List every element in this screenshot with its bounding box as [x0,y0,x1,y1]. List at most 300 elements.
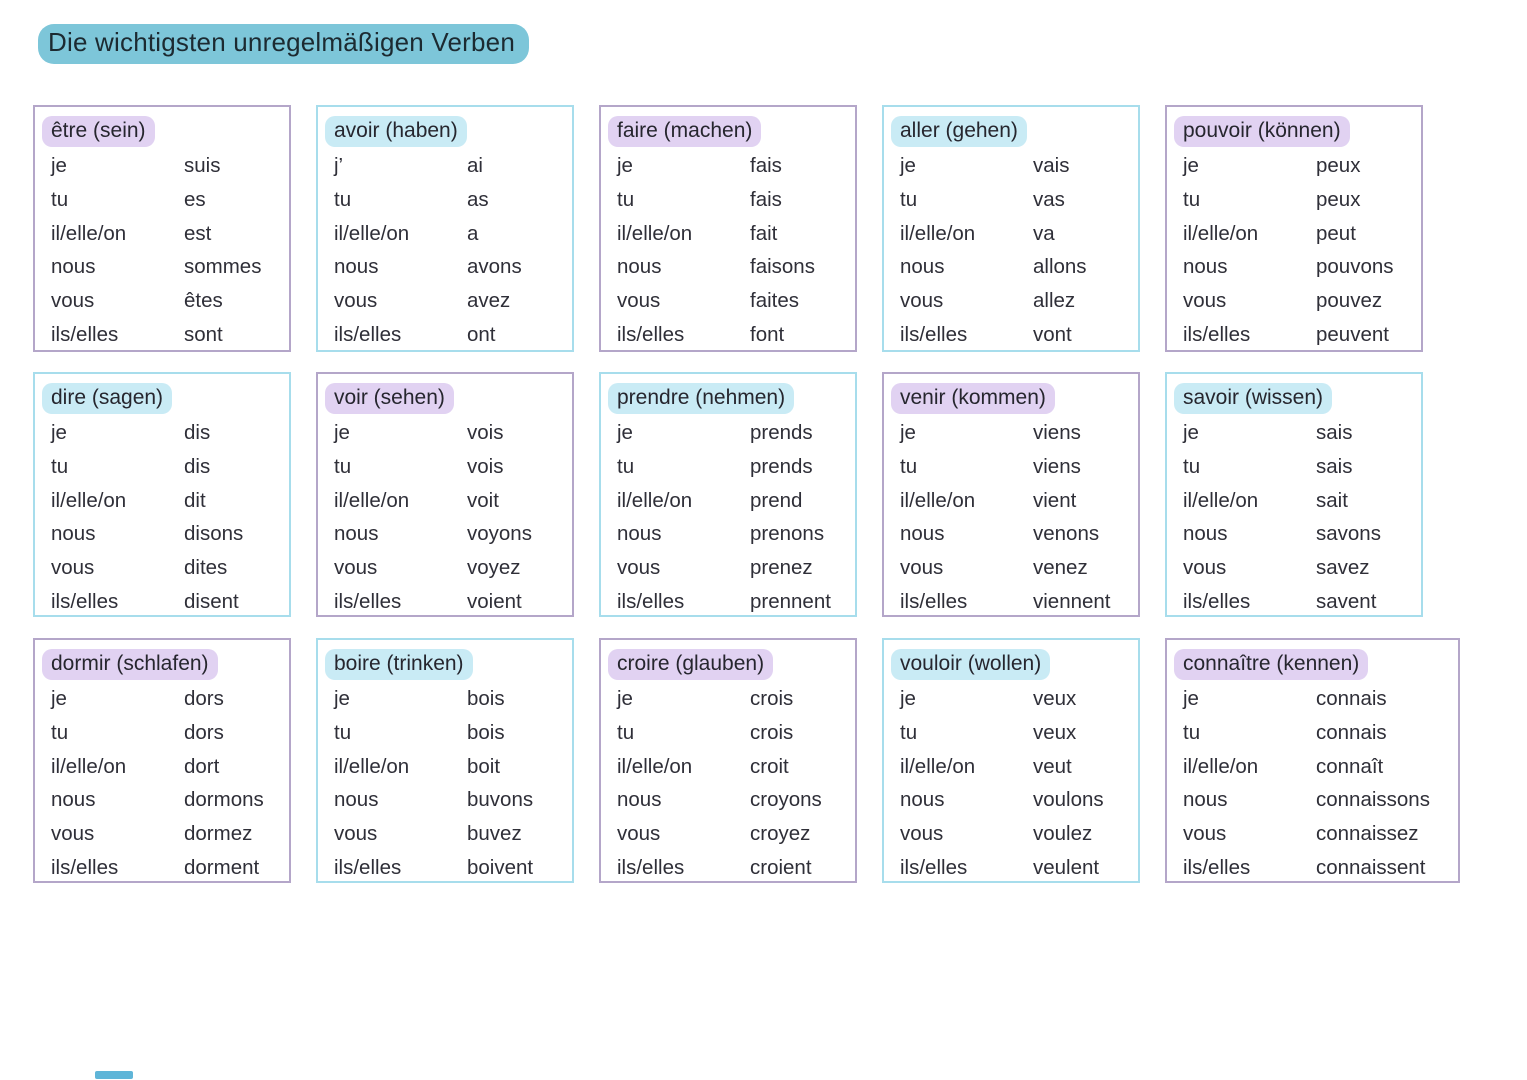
conjugation-form: a [467,221,479,245]
conjugation-row [1183,183,1407,217]
conjugation-row [617,817,841,851]
conjugation-list [900,416,1124,617]
conjugation-list [900,682,1124,883]
conjugation-form: disons [184,522,244,546]
conjugation-row [617,750,841,784]
verb-card [33,105,291,352]
pronoun-label: nous [334,255,379,279]
pronoun-label: tu [51,720,69,744]
pronoun-label: je [900,421,916,444]
conjugation-form: dormez [184,822,253,846]
conjugation-row [334,450,558,484]
conjugation-form: avons [467,255,522,279]
conjugation-form: savez [1316,556,1370,580]
conjugation-form: pouvons [1316,255,1394,279]
conjugation-form: peuvent [1316,322,1389,346]
conjugation-row [900,484,1124,518]
conjugation-form: croyez [750,822,811,846]
pronoun-label: il/elle/on [617,488,693,512]
conjugation-row [51,217,275,251]
pronoun-label: il/elle/on [334,221,410,245]
conjugation-form: ont [467,322,496,346]
conjugation-form: dort [184,754,220,778]
pronoun-label: vous [900,556,944,580]
pronoun-label: nous [617,255,662,279]
conjugation-row [51,716,275,750]
conjugation-form: boit [467,754,501,778]
conjugation-form: veux [1033,720,1077,744]
pronoun-label: je [1183,421,1199,444]
conjugation-row [51,183,275,217]
conjugation-row [617,450,841,484]
verb-card [882,372,1140,617]
conjugation-row [334,682,558,716]
verb-card-title: venir (kommen) [891,383,1055,414]
conjugation-form: allons [1033,255,1087,279]
conjugation-form: savent [1316,589,1377,613]
conjugation-row [1183,517,1407,551]
pronoun-label: je [617,421,633,444]
conjugation-form: prend [750,488,803,512]
conjugation-row [51,484,275,518]
pronoun-label: vous [51,556,95,580]
conjugation-form: dis [184,421,211,444]
pronoun-label: je [1183,154,1199,177]
conjugation-row [900,284,1124,318]
pronoun-label: nous [334,522,379,546]
conjugation-row [1183,551,1407,585]
conjugation-row [900,783,1124,817]
pronoun-label: il/elle/on [900,221,976,245]
pronoun-label: il/elle/on [51,488,127,512]
highlighter-mark [95,1071,133,1079]
verb-card-title: voir (sehen) [325,383,454,414]
conjugation-row [1183,682,1444,716]
verb-card [882,105,1140,352]
conjugation-row [900,682,1124,716]
pronoun-label: nous [900,788,945,812]
conjugation-row [334,517,558,551]
conjugation-row [334,217,558,251]
pronoun-label: ils/elles [1183,855,1251,879]
conjugation-row [617,183,841,217]
conjugation-list [1183,149,1407,352]
pronoun-label: nous [900,522,945,546]
conjugation-form: sommes [184,255,262,279]
pronoun-label: tu [617,454,635,478]
pronoun-label: ils/elles [617,855,685,879]
conjugation-form: bois [467,720,505,744]
pronoun-label: ils/elles [1183,322,1251,346]
conjugation-row [51,450,275,484]
conjugation-form: peux [1316,187,1361,211]
conjugation-row [51,250,275,284]
conjugation-list [617,682,841,883]
conjugation-row [51,851,275,883]
conjugation-row [900,750,1124,784]
pronoun-label: nous [1183,255,1228,279]
conjugation-form: prenons [750,522,825,546]
pronoun-label: ils/elles [334,322,402,346]
pronoun-label: vous [51,289,95,313]
pronoun-label: ils/elles [900,322,968,346]
verb-card-title: pouvoir (können) [1174,116,1350,147]
verb-cards-row-2 [33,372,1423,617]
pronoun-label: je [617,687,633,710]
verb-card-title: dormir (schlafen) [42,649,218,680]
conjugation-form: veux [1033,687,1077,710]
pronoun-label: ils/elles [617,589,685,613]
pronoun-label: vous [1183,556,1227,580]
conjugation-row [334,250,558,284]
pronoun-label: vous [900,822,944,846]
pronoun-label: ils/elles [51,322,119,346]
conjugation-row [51,517,275,551]
conjugation-list [617,149,841,352]
pronoun-label: je [51,154,67,177]
conjugation-form: bois [467,687,505,710]
pronoun-label: vous [1183,289,1227,313]
conjugation-row [900,450,1124,484]
pronoun-label: vous [51,822,95,846]
conjugation-row [900,817,1124,851]
pronoun-label: il/elle/on [900,754,976,778]
verb-card [316,372,574,617]
conjugation-form: viens [1033,454,1081,478]
verb-cards-row-3 [33,638,1460,883]
conjugation-row [334,149,558,183]
pronoun-label: nous [617,788,662,812]
conjugation-form: va [1033,221,1055,245]
verb-card-title: vouloir (wollen) [891,649,1050,680]
conjugation-row [617,783,841,817]
pronoun-label: il/elle/on [334,754,410,778]
pronoun-label: je [51,687,67,710]
conjugation-form: disent [184,589,239,613]
conjugation-form: sont [184,322,223,346]
pronoun-label: tu [900,187,918,211]
verb-card [33,372,291,617]
conjugation-row [334,851,558,883]
pronoun-label: vous [617,556,661,580]
pronoun-label: il/elle/on [334,488,410,512]
pronoun-label: tu [1183,720,1201,744]
conjugation-row [617,318,841,352]
conjugation-form: crois [750,687,794,710]
conjugation-form: vois [467,454,504,478]
conjugation-form: connaissons [1316,788,1430,812]
conjugation-row [51,149,275,183]
conjugation-form: viens [1033,421,1081,444]
conjugation-form: avez [467,289,511,313]
conjugation-form: croyons [750,788,822,812]
conjugation-form: buvez [467,822,522,846]
conjugation-form: viennent [1033,589,1111,613]
conjugation-form: dors [184,687,224,710]
conjugation-row [900,517,1124,551]
conjugation-form: dormons [184,788,264,812]
conjugation-row [617,284,841,318]
conjugation-row [334,716,558,750]
conjugation-row [617,716,841,750]
conjugation-form: crois [750,720,794,744]
verb-cards-row-1 [33,105,1423,352]
verb-card-title: connaître (kennen) [1174,649,1368,680]
verb-card [33,638,291,883]
pronoun-label: il/elle/on [617,754,693,778]
conjugation-row [1183,217,1407,251]
pronoun-label: je [900,154,916,177]
conjugation-row [900,217,1124,251]
conjugation-form: sais [1316,421,1353,444]
pronoun-label: ils/elles [51,589,119,613]
verb-card [316,638,574,883]
conjugation-form: allez [1033,289,1076,313]
pronoun-label: tu [617,720,635,744]
conjugation-form: connais [1316,720,1387,744]
conjugation-form: vois [467,421,504,444]
conjugation-form: prennent [750,589,831,613]
conjugation-form: venons [1033,522,1100,546]
verb-card [882,638,1140,883]
conjugation-form: savons [1316,522,1381,546]
conjugation-row [51,318,275,352]
pronoun-label: il/elle/on [1183,221,1259,245]
conjugation-form: connaît [1316,754,1384,778]
pronoun-label: tu [51,454,69,478]
conjugation-row [1183,284,1407,318]
verb-card [1165,638,1460,883]
verb-card-title: boire (trinken) [325,649,473,680]
conjugation-row [617,517,841,551]
conjugation-list [1183,416,1407,617]
pronoun-label: il/elle/on [617,221,693,245]
pronoun-label: ils/elles [51,855,119,879]
conjugation-list [617,416,841,617]
conjugation-row [51,551,275,585]
conjugation-row [51,682,275,716]
conjugation-row [1183,484,1407,518]
conjugation-row [334,416,558,450]
conjugation-form: voit [467,488,499,512]
pronoun-label: vous [334,822,378,846]
conjugation-row [334,318,558,352]
pronoun-label: ils/elles [900,589,968,613]
pronoun-label: tu [1183,187,1201,211]
conjugation-form: veulent [1033,855,1100,879]
verb-card-title: avoir (haben) [325,116,467,147]
conjugation-list [1183,682,1444,883]
pronoun-label: il/elle/on [51,221,127,245]
conjugation-row [334,585,558,617]
verb-card [316,105,574,352]
conjugation-form: boivent [467,855,534,879]
pronoun-label: vous [900,289,944,313]
conjugation-row [334,284,558,318]
pronoun-label: il/elle/on [51,754,127,778]
conjugation-form: dis [184,454,211,478]
pronoun-label: nous [617,522,662,546]
conjugation-row [900,149,1124,183]
conjugation-row [334,183,558,217]
conjugation-form: font [750,322,785,346]
pronoun-label: il/elle/on [900,488,976,512]
verb-card [1165,105,1423,352]
conjugation-row [900,250,1124,284]
conjugation-form: vient [1033,488,1077,512]
conjugation-row [900,416,1124,450]
conjugation-form: voulez [1033,822,1093,846]
pronoun-label: nous [1183,788,1228,812]
conjugation-row [900,183,1124,217]
conjugation-form: fait [750,221,778,245]
conjugation-row [51,284,275,318]
pronoun-label: ils/elles [1183,589,1251,613]
conjugation-form: prends [750,454,813,478]
pronoun-label: ils/elles [617,322,685,346]
conjugation-row [617,416,841,450]
conjugation-form: suis [184,154,221,177]
conjugation-form: ai [467,154,483,177]
conjugation-row [900,551,1124,585]
pronoun-label: tu [334,454,352,478]
conjugation-row [334,817,558,851]
verb-card [599,105,857,352]
conjugation-form: voient [467,589,522,613]
pronoun-label: je [900,687,916,710]
conjugation-form: prends [750,421,813,444]
pronoun-label: tu [1183,454,1201,478]
conjugation-row [1183,817,1444,851]
conjugation-row [1183,450,1407,484]
pronoun-label: tu [900,720,918,744]
conjugation-form: prenez [750,556,813,580]
verb-card [599,372,857,617]
pronoun-label: vous [334,289,378,313]
conjugation-form: buvons [467,788,534,812]
conjugation-row [334,484,558,518]
verb-card-title: croire (glauben) [608,649,773,680]
pronoun-label: vous [334,556,378,580]
conjugation-row [51,817,275,851]
pronoun-label: tu [617,187,635,211]
conjugation-form: est [184,221,212,245]
conjugation-row [1183,585,1407,617]
conjugation-row [900,585,1124,617]
pronoun-label: je [1183,687,1199,710]
pronoun-label: tu [900,454,918,478]
conjugation-row [900,851,1124,883]
conjugation-form: sais [1316,454,1353,478]
conjugation-row [1183,783,1444,817]
pronoun-label: nous [334,788,379,812]
pronoun-label: j’ [334,154,344,177]
conjugation-form: pouvez [1316,289,1383,313]
conjugation-form: fais [750,187,782,211]
verb-card [599,638,857,883]
conjugation-form: connais [1316,687,1387,710]
conjugation-form: venez [1033,556,1088,580]
verb-card-title: prendre (nehmen) [608,383,794,414]
conjugation-row [334,750,558,784]
conjugation-form: croient [750,855,812,879]
page-title [38,24,529,64]
pronoun-label: il/elle/on [1183,488,1259,512]
pronoun-label: ils/elles [334,589,402,613]
conjugation-row [900,318,1124,352]
pronoun-label: je [51,421,67,444]
pronoun-label: nous [900,255,945,279]
conjugation-form: croit [750,754,789,778]
conjugation-row [1183,416,1407,450]
conjugation-row [617,217,841,251]
pronoun-label: ils/elles [334,855,402,879]
conjugation-row [900,716,1124,750]
conjugation-row [51,585,275,617]
pronoun-label: vous [617,289,661,313]
conjugation-list [334,416,558,617]
conjugation-form: veut [1033,754,1072,778]
pronoun-label: nous [51,788,96,812]
pronoun-label: vous [1183,822,1227,846]
verb-card [1165,372,1423,617]
conjugation-list [51,416,275,617]
verb-card-title: faire (machen) [608,116,761,147]
conjugation-list [51,682,275,883]
conjugation-form: connaissez [1316,822,1419,846]
verb-card-title: être (sein) [42,116,155,147]
pronoun-label: il/elle/on [1183,754,1259,778]
conjugation-form: es [184,187,206,211]
conjugation-row [51,750,275,784]
page-title-highlight: Die wichtigsten unregelmäßigen Verben [38,24,529,64]
conjugation-row [617,851,841,883]
conjugation-form: dites [184,556,228,580]
pronoun-label: ils/elles [900,855,968,879]
pronoun-label: vous [617,822,661,846]
conjugation-row [617,585,841,617]
conjugation-row [617,551,841,585]
conjugation-form: faites [750,289,799,313]
conjugation-form: peux [1316,154,1361,177]
conjugation-row [617,484,841,518]
conjugation-row [334,551,558,585]
conjugation-list [900,149,1124,352]
conjugation-row [1183,716,1444,750]
conjugation-form: vont [1033,322,1072,346]
conjugation-form: vais [1033,154,1070,177]
conjugation-row [1183,750,1444,784]
conjugation-form: voulons [1033,788,1104,812]
pronoun-label: je [334,421,350,444]
conjugation-form: faisons [750,255,815,279]
conjugation-row [617,250,841,284]
pronoun-label: nous [51,255,96,279]
conjugation-row [617,149,841,183]
pronoun-label: nous [1183,522,1228,546]
conjugation-form: dors [184,720,224,744]
conjugation-row [1183,851,1444,883]
conjugation-form: fais [750,154,782,177]
conjugation-form: dorment [184,855,260,879]
conjugation-row [1183,250,1407,284]
conjugation-form: as [467,187,489,211]
conjugation-form: vas [1033,187,1065,211]
conjugation-list [334,682,558,883]
conjugation-row [1183,318,1407,352]
conjugation-row [51,783,275,817]
conjugation-form: voyez [467,556,521,580]
